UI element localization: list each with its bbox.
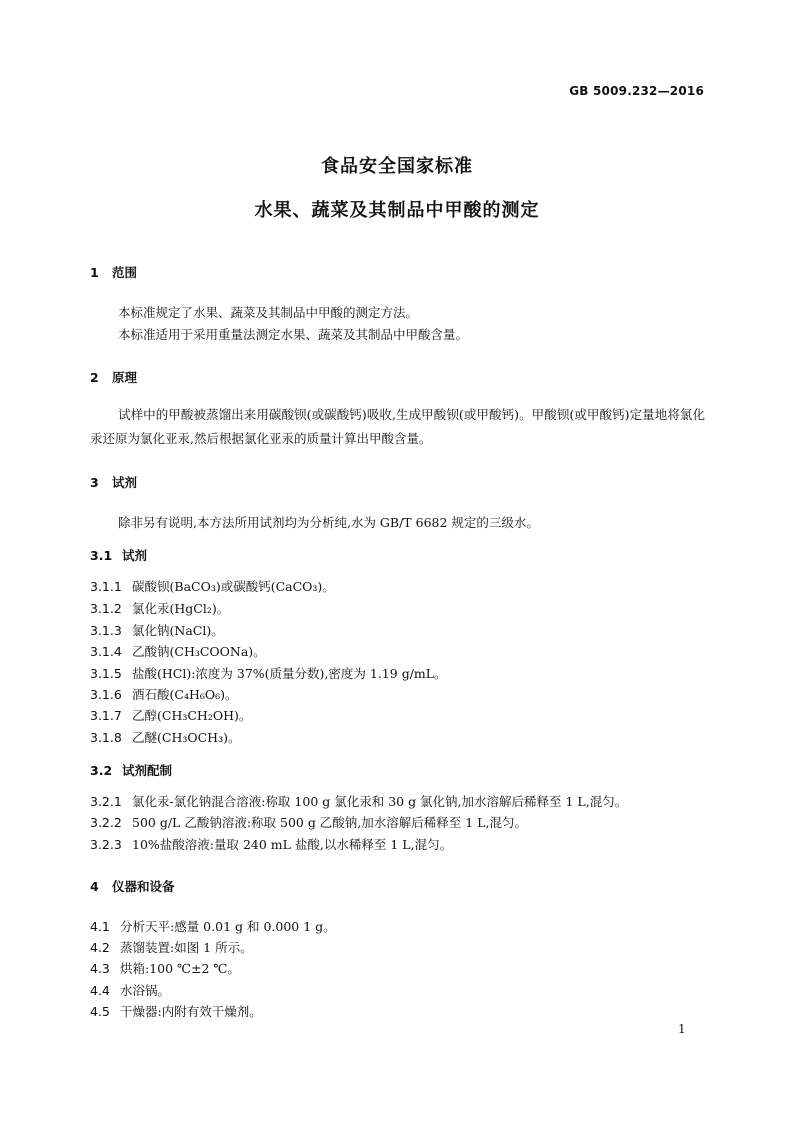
list-item: 3.1.7 乙醇(CH₃CH₂OH)。 — [90, 708, 252, 723]
list-item: 3.2.2 500 g/L 乙酸钠溶液:称取 500 g 乙酸钠,加水溶解后稀释至 1 L,混匀。 — [90, 815, 527, 830]
document-title: 食品安全国家标准 — [321, 156, 473, 177]
list-item: 4.5 干燥器:内附有效干燥剂。 — [90, 1004, 262, 1019]
list-item: 3.2.3 10%盐酸溶液:量取 240 mL 盐酸,以水稀释至 1 L,混匀。 — [90, 837, 453, 852]
section-3-heading: 3 试剂 — [90, 475, 138, 490]
list-item: 3.1.6 酒石酸(C₄H₆O₆)。 — [90, 687, 238, 702]
document-subtitle: 水果、蔬菜及其制品中甲酸的测定 — [254, 200, 540, 221]
list-item: 4.2 蒸馏装置:如图 1 所示。 — [90, 940, 253, 955]
section-2-heading: 2 原理 — [90, 370, 138, 385]
section-1-heading: 1 范围 — [90, 265, 138, 280]
section-3-1-heading: 3.1 试剂 — [90, 548, 148, 563]
list-item: 3.1.1 碳酸钡(BaCO₃)或碳酸钙(CaCO₃)。 — [90, 579, 335, 594]
section-2-paragraph: 试样中的甲酸被蒸馏出来用碳酸钡(或碳酸钙)吸收,生成甲酸钡(或甲酸钙)。甲酸钡(或甲酸钙)定量地将氯化汞还原为氯化亚汞,然后根据氯化亚汞的质量计算出甲酸含量。 — [90, 407, 705, 446]
section-3-2-heading: 3.2 试剂配制 — [90, 763, 173, 778]
list-item: 3.2.1 氯化汞-氯化钠混合溶液:称取 100 g 氯化汞和 30 g 氯化钠,加水溶解后稀释至 1 L,混匀。 — [90, 794, 628, 809]
list-item: 4.3 烘箱:100 ℃±2 ℃。 — [90, 961, 240, 976]
list-item: 3.1.2 氯化汞(HgCl₂)。 — [90, 601, 230, 616]
section-1-paragraph-2: 本标准适用于采用重量法测定水果、蔬菜及其制品中甲酸含量。 — [118, 327, 469, 342]
list-item: 3.1.4 乙酸钠(CH₃COONa)。 — [90, 644, 266, 659]
section-4-heading: 4 仪器和设备 — [90, 879, 175, 894]
list-item: 3.1.3 氯化钠(NaCl)。 — [90, 623, 224, 638]
list-item: 3.1.5 盐酸(HCl):浓度为 37%(质量分数),密度为 1.19 g/mL。 — [90, 666, 447, 681]
section-3-intro: 除非另有说明,本方法所用试剂均为分析纯,水为 GB/T 6682 规定的三级水。 — [118, 515, 539, 530]
list-item: 3.1.8 乙醚(CH₃OCH₃)。 — [90, 730, 241, 745]
list-item: 4.1 分析天平:感量 0.01 g 和 0.000 1 g。 — [90, 919, 336, 934]
page-number: 1 — [678, 1022, 686, 1036]
list-item: 4.4 水浴锅。 — [90, 983, 171, 998]
standard-number: GB 5009.232—2016 — [569, 84, 704, 98]
section-1-paragraph-1: 本标准规定了水果、蔬菜及其制品中甲酸的测定方法。 — [118, 305, 419, 320]
